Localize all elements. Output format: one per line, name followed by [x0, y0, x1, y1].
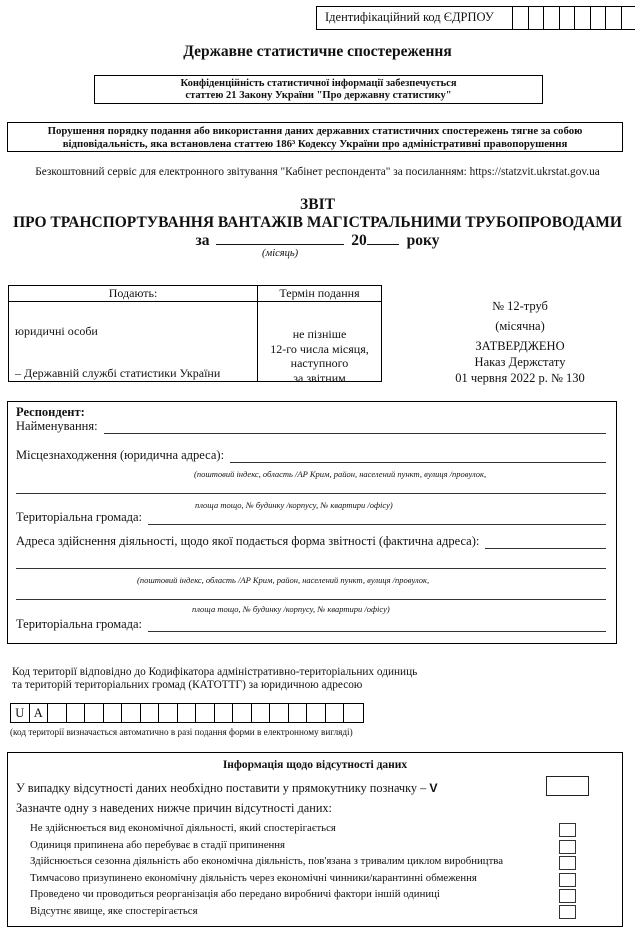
katottg-cell[interactable]	[196, 704, 215, 722]
reason-label: Відсутнє явище, яке спостерігається	[30, 905, 198, 917]
katottg-cell[interactable]	[85, 704, 104, 722]
actual-address-input[interactable]	[485, 537, 606, 549]
katottg-cell[interactable]	[252, 704, 271, 722]
edrpou-digit-cell[interactable]	[529, 7, 545, 29]
form-periodicity: (місячна)	[495, 319, 545, 333]
edrpou-digit-cell[interactable]	[560, 7, 576, 29]
respondent-heading: Респондент:	[16, 405, 85, 419]
edrpou-digit-cell[interactable]	[606, 7, 622, 29]
service-link-text: Безкоштовний сервіс для електронного звітування "Кабінет респондента" за посиланням: https://statzvit.ukrstat.gov.ua	[35, 166, 600, 178]
no-data-checkbox[interactable]	[546, 776, 589, 796]
name-input[interactable]	[104, 422, 606, 434]
edrpou-digit-cell[interactable]	[591, 7, 607, 29]
actual-address-hint: площа тощо, № будинку /корпусу, № квартири /офісу)	[192, 604, 390, 614]
submitters-table-header	[9, 286, 381, 302]
period-suffix: року	[406, 232, 440, 249]
reason-checkbox[interactable]	[559, 873, 576, 887]
absence-instruction-text: У випадку відсутності даних необхідно поставити у прямокутнику позначку –	[16, 781, 427, 795]
actual-address-hint: (поштовий індекс, область /АР Крим, район, населений пункт, вулиця /провулок,	[137, 575, 430, 585]
edrpou-digit-cell[interactable]	[575, 7, 591, 29]
katottg-label-line: Код території відповідно до Кодифікатора адміністративно-територіальних одиниць	[12, 666, 418, 678]
submitter-text: юридичні особи	[15, 324, 98, 338]
recipient-text: – Державній службі статистики України	[15, 366, 221, 380]
form-number: № 12-труб	[492, 299, 548, 313]
legal-address-hint: площа тощо, № будинку /корпусу, № квартири /офісу)	[195, 500, 393, 510]
period-prefix: за	[195, 232, 210, 249]
reason-checkbox[interactable]	[559, 905, 576, 919]
katottg-cell[interactable]	[104, 704, 123, 722]
katottg-cell: U	[11, 704, 30, 722]
submitters-col-header: Подають:	[9, 286, 258, 301]
legal-address-input[interactable]	[230, 451, 606, 463]
edrpou-label: Ідентифікаційний код ЄДРПОУ	[317, 7, 513, 29]
actual-address-line2-input[interactable]	[16, 557, 606, 569]
legal-address-hint: (поштовий індекс, область /АР Крим, район, населений пункт, вулиця /провулок,	[194, 469, 487, 479]
actual-address-label: Адреса здійснення діяльності, щодо якої подається форма звітності (фактична адреса):	[16, 534, 480, 548]
report-title	[0, 196, 635, 250]
katottg-label-line: та територій територіальних громад (КАТОТТГ) за юридичною адресою	[12, 679, 363, 691]
katottg-cell[interactable]	[344, 704, 363, 722]
confidentiality-notice	[94, 75, 543, 104]
katottg-cell: A	[30, 704, 49, 722]
katottg-cell[interactable]	[270, 704, 289, 722]
katottg-code-field	[10, 703, 364, 723]
community-input[interactable]	[148, 513, 606, 525]
report-period	[0, 231, 635, 250]
katottg-cell[interactable]	[141, 704, 160, 722]
report-title-line: ПРО ТРАНСПОРТУВАННЯ ВАНТАЖІВ МАГІСТРАЛЬНИМИ ТРУБОПРОВОДАМИ	[13, 213, 622, 231]
reason-label: Проведено чи проводиться реорганізація або передано виробничі фактори іншій одиниці	[30, 888, 440, 900]
report-title-line: ЗВІТ	[300, 196, 335, 213]
approval-order: Наказ Держстату	[474, 355, 566, 369]
submitters-cell	[9, 302, 258, 381]
katottg-cell[interactable]	[289, 704, 308, 722]
deadline-col-header: Термін подання	[279, 286, 360, 300]
violation-line: Порушення порядку подання або використання даних державних статистичних спостережень тягне за собою	[47, 125, 583, 137]
legal-address-row	[16, 448, 606, 463]
katottg-cell[interactable]	[67, 704, 86, 722]
reason-checkbox[interactable]	[559, 823, 576, 837]
confidentiality-line: статтею 21 Закону України "Про державну статистику"	[185, 90, 452, 101]
approval-date: 01 червня 2022 р. № 130	[455, 371, 585, 385]
katottg-cell[interactable]	[307, 704, 326, 722]
edrpou-code-field	[316, 6, 635, 30]
submitters-table-row	[9, 302, 381, 385]
reason-label: Одиниця припинена або перебуває в стадії припинення	[30, 839, 286, 851]
name-row	[16, 419, 606, 434]
edrpou-digit-cell[interactable]	[513, 7, 529, 29]
respondent-section	[7, 401, 617, 644]
month-hint: (місяць)	[262, 248, 299, 259]
absence-choose-text: Зазначте одну з наведених нижче причин відсутності даних:	[16, 801, 332, 815]
deadline-line: не пізніше	[292, 327, 347, 341]
katottg-cell[interactable]	[122, 704, 141, 722]
reason-label: Тимчасово призупинено економічну діяльність через економічні чинники/карантинні обмеження	[30, 872, 477, 884]
actual-address-row	[16, 534, 606, 549]
katottg-cell[interactable]	[178, 704, 197, 722]
actual-community-input[interactable]	[148, 620, 606, 632]
submitters-table	[8, 285, 382, 385]
community-label: Територіальна громада:	[16, 510, 143, 524]
violation-line: відповідальність, яка встановлена статтею 186³ Кодексу України про адміністративні правопорушення	[62, 138, 568, 150]
actual-community-label: Територіальна громада:	[16, 617, 143, 631]
actual-community-row	[16, 617, 606, 632]
katottg-cell[interactable]	[233, 704, 252, 722]
edrpou-digit-cell[interactable]	[544, 7, 560, 29]
deadline-line: за звітним	[293, 370, 346, 385]
data-absence-heading: Інформація щодо відсутності даних	[222, 759, 408, 771]
data-absence-section	[7, 752, 623, 927]
approved-label: ЗАТВЕРДЖЕНО	[475, 339, 565, 353]
katottg-cell[interactable]	[48, 704, 67, 722]
name-label: Найменування:	[16, 419, 98, 433]
community-row	[16, 510, 606, 525]
deadline-cell	[258, 302, 381, 385]
legal-address-line2-input[interactable]	[16, 482, 606, 494]
edrpou-digit-cell[interactable]	[622, 7, 635, 29]
katottg-cell[interactable]	[159, 704, 178, 722]
actual-address-line3-input[interactable]	[16, 588, 606, 600]
checkmark-v-icon: V	[429, 781, 438, 795]
reason-checkbox[interactable]	[559, 889, 576, 903]
reason-checkbox[interactable]	[559, 840, 576, 854]
period-year-field[interactable]	[367, 231, 399, 245]
reason-label: Не здійснюється вид економічної діяльності, який спостерігається	[30, 822, 336, 834]
deadline-line: наступного	[290, 356, 349, 370]
reason-checkbox[interactable]	[559, 856, 576, 870]
legal-address-label: Місцезнаходження (юридична адреса):	[16, 448, 225, 462]
period-year-prefix: 20	[351, 232, 367, 249]
absence-instruction	[16, 781, 438, 796]
period-month-field[interactable]	[216, 231, 344, 245]
katottg-label	[12, 666, 417, 692]
katottg-cell[interactable]	[326, 704, 345, 722]
confidentiality-line: Конфіденційність статистичної інформації забезпечується	[180, 78, 457, 89]
deadline-line: 12-го числа місяця,	[270, 341, 369, 356]
katottg-note: (код території визначається автоматично в разі подання форми в електронному вигляді)	[10, 727, 353, 737]
form-approval-block	[420, 298, 620, 386]
katottg-cell[interactable]	[215, 704, 234, 722]
state-observation-heading: Державне статистичне спостереження	[183, 43, 452, 60]
reason-label: Здійснюється сезонна діяльність або економічна діяльність, пов'язана з тривалим циклом виробництва	[30, 855, 504, 867]
violation-notice	[7, 122, 623, 152]
